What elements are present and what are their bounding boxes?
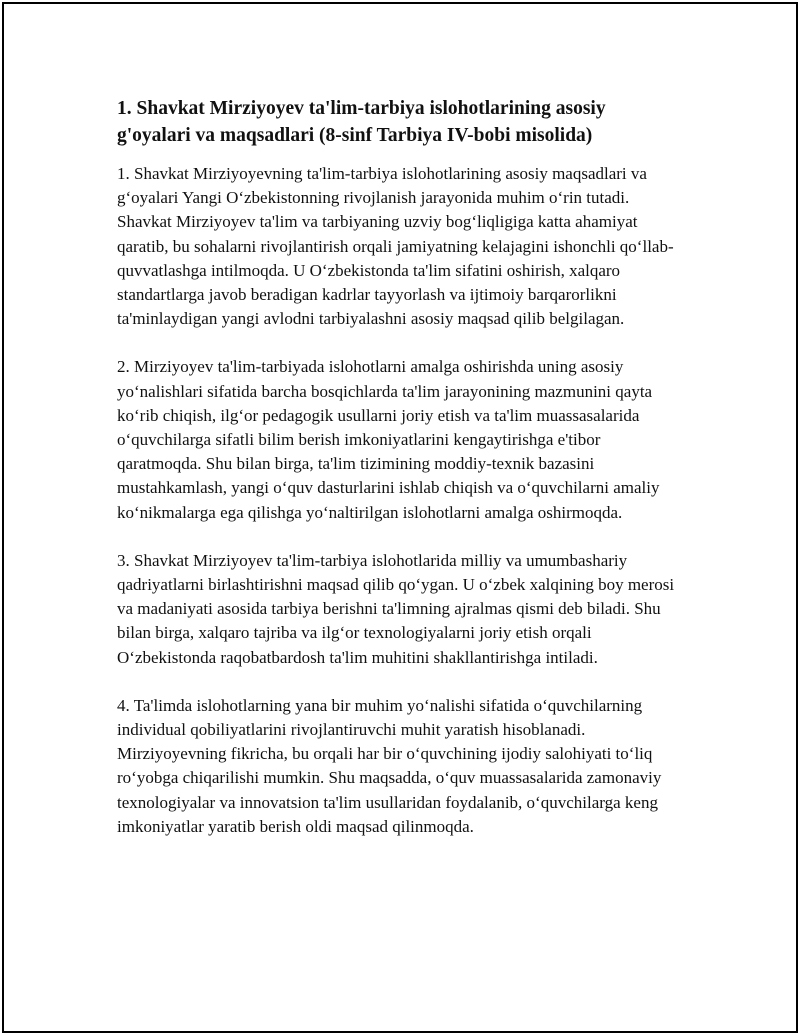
paragraph-4: 4. Ta'limda islohotlarning yana bir muhim yo‘nalishi sifatida o‘quvchilarning individual qobiliyatlarini rivojlantiruvchi muhit yaratish hisoblanadi. Mirziyoyevning fikricha, bu orqali har bir o‘quvchining ijodiy salohiyati to‘liq ro‘yobga chiqarilishi mumkin. Shu maqsadda, o‘quv muassasalarida zamonaviy texnologiyalar va innovatsion ta'lim usullaridan foydalanib, o‘quvchilarga keng imkoniyatlar yaratib berish oldi maqsad qilinmoqda. xyxy=(117,695,662,836)
paragraph-2: 2. Mirziyoyev ta'lim-tarbiyada islohotlarni amalga oshirishda uning asosiy yo‘nalishlari sifatida barcha bosqichlarda ta'lim jarayonining mazmunini qayta ko‘rib chiqish, ilg‘or pedagogik usullarni joriy etish va ta'lim muassasalarida o‘quvchilarga sifatli bilim berish imkoniyatlarini kengaytirishga e'tibor qaratmoqda. Shu bilan birga, ta'lim tizimining moddiy-texnik bazasini mustahkamlash, yangi o‘quv dasturlarini ishlab chiqish va o‘quvchilarni amaliy ko‘nikmalarga ega qilishga yo‘naltirilgan islohotlarni amalga oshirmoqda. xyxy=(117,357,660,522)
paragraph-1: 1. Shavkat Mirziyoyevning ta'lim-tarbiya islohotlarining asosiy maqsadlari va g‘oyalari Yangi O‘zbekistonning rivojlanish jarayonida muhim o‘rin tutadi. Shavkat Mirziyoyev ta'lim va tarbiyaning uzviy bog‘liqligiga katta ahamiyat qaratib, bu sohalarni rivojlantirish orqali jamiyatning kelajagini ishonchli qo‘llab-quvvatlashga intilmoqda. U O‘zbekistonda ta'lim sifatini oshirish, xalqaro standartlarga javob beradigan kadrlar tayyorlash va ijtimoiy barqarorlikni ta'minlaydigan yangi avlodni tarbiyalashni asosiy maqsad qilib belgilagan. xyxy=(117,164,674,329)
document-body xyxy=(117,95,677,863)
document-title: 1. Shavkat Mirziyoyev ta'lim-tarbiya islohotlarining asosiy g'oyalari va maqsadlari (8-sinf Tarbiya IV-bobi misolida) xyxy=(117,98,606,146)
paragraph-3: 3. Shavkat Mirziyoyev ta'lim-tarbiya islohotlarida milliy va umumbashariy qadriyatlarni birlashtirishni maqsad qilib qo‘ygan. U o‘zbek xalqining boy merosi va madaniyati asosida tarbiya berishni ta'limning ajralmas qismi deb biladi. Shu bilan birga, xalqaro tajriba va ilg‘or texnologiyalarni joriy etish orqali O‘zbekistonda raqobatbardosh ta'lim muhitini shakllantirishga intiladi. xyxy=(117,550,675,667)
